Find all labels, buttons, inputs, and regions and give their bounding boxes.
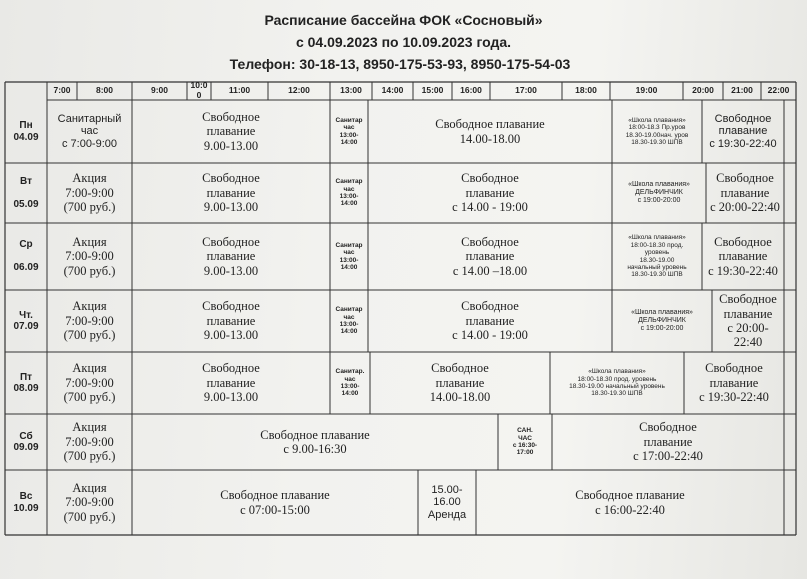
day-label: Сб 09.09 xyxy=(13,430,39,453)
schedule-slot: Акция 7:00-9:00 (700 руб.) xyxy=(63,299,116,343)
schedule-slot: Акция 7:00-9:00 (700 руб.) xyxy=(63,420,116,464)
hour-header: 11:00 xyxy=(228,85,251,96)
schedule-slot: Свободное плавание с 20:00-22:40 xyxy=(710,171,780,215)
day-label: Пн 04.09 xyxy=(13,120,39,143)
schedule-slot: Свободное плавание 9.00-13.00 xyxy=(202,361,260,405)
hour-header: 7:00 xyxy=(53,85,71,96)
schedule-period: с 04.09.2023 по 10.09.2023 года. xyxy=(295,34,512,50)
hour-header: 15:00 xyxy=(421,85,444,96)
schedule-title: Расписание бассейна ФОК «Сосновый» xyxy=(264,12,543,28)
day-label: Пт 08.09 xyxy=(13,371,39,394)
schedule-slot: Санитар. час 13:00- 14:00 xyxy=(335,368,365,398)
day-label: Вс 10.09 xyxy=(13,491,39,514)
schedule-slot: Свободное плавание с 14.00 - 19:00 xyxy=(452,171,528,215)
schedule-slot: Санитар час 13:00- 14:00 xyxy=(335,306,363,336)
day-label: Ср 06.09 xyxy=(13,239,39,274)
schedule-slot: Свободное плавание 9.00-13.00 xyxy=(202,234,260,278)
schedule-slot: Свободное плавание с 19:30-22:40 xyxy=(709,112,777,150)
schedule-slot: Санитар час 13:00- 14:00 xyxy=(335,178,363,208)
hour-header: 22:00 xyxy=(767,85,790,96)
hour-header: 18:00 xyxy=(575,85,597,96)
schedule-phones: Телефон: 30-18-13, 8950-175-53-93, 8950-175-54-03 xyxy=(229,56,571,72)
schedule-slot: «Школа плавания» 18:00-18.30 прод. уровень 18.30-19.00 начальный уровень 18.30-19.30 ШПВ xyxy=(627,234,687,279)
schedule-slot: Свободное плавание с 19:30-22:40 xyxy=(699,361,769,405)
schedule-slot: Свободное плавание с 14.00 –18.00 xyxy=(452,234,528,278)
schedule-slot: Свободное плавание 14.00-18.00 xyxy=(435,117,545,146)
schedule-slot: Свободное плавание с 9.00-16:30 xyxy=(260,427,370,456)
schedule-slot: Акция 7:00-9:00 (700 руб.) xyxy=(63,480,116,524)
schedule-slot: Свободное плавание с 14.00 - 19:00 xyxy=(452,299,528,343)
schedule-slot: «Школа плавания» ДЕЛЬФИНЧИК с 19:00-20:00 xyxy=(628,180,690,205)
schedule-slot: Акция 7:00-9:00 (700 руб.) xyxy=(63,171,116,215)
hour-header: 13:00 xyxy=(340,85,362,96)
hour-header: 12:00 xyxy=(288,85,310,96)
hour-header: 20:00 xyxy=(692,85,714,96)
schedule-slot: Свободное плавание 14.00-18.00 xyxy=(429,361,491,405)
schedule-slot: Санитар час 13:00- 14:00 xyxy=(335,116,363,146)
hour-header: 10:0 0 xyxy=(190,80,208,100)
hour-header: 14:00 xyxy=(381,85,404,96)
schedule-slot: Свободное плавание 9.00-13.00 xyxy=(202,171,260,215)
hour-header: 21:00 xyxy=(731,85,753,96)
schedule-slot: «Школа плавания» ДЕЛЬФИНЧИК с 19:00-20:00 xyxy=(631,308,693,333)
hour-header: 8:00 xyxy=(95,85,113,96)
hour-header: 17:00 xyxy=(515,85,537,96)
schedule-slot: Свободное плавание 9.00-13.00 xyxy=(202,299,260,343)
day-label: Чт. 07.09 xyxy=(13,309,39,332)
day-label: Вт 05.09 xyxy=(13,175,39,210)
schedule-slot: Свободное плавание 9.00-13.00 xyxy=(202,109,260,153)
schedule-slot: Санитар час 13:00- 14:00 xyxy=(335,241,363,271)
schedule-slot: 15.00- 16.00 Аренда xyxy=(427,483,467,521)
schedule-slot: «Школа плавания» 18:00-18.3 Пр.уров 18.30-19.00нач. уров 18.30-19.30 ШПВ xyxy=(625,116,689,146)
schedule-slot: «Школа плавания» 18:00-18.30 прод. уровень 18.30-19.00 начальный уровень 18.30-19.30 ШПВ xyxy=(569,368,665,398)
hour-header: 19:00 xyxy=(635,85,658,96)
hour-header: 9:00 xyxy=(150,85,168,96)
schedule-slot: Свободное плавание с 16:00-22:40 xyxy=(575,488,685,517)
schedule-slot: Свободное плавание с 07:00-15:00 xyxy=(220,488,330,517)
schedule-slot: Акция 7:00-9:00 (700 руб.) xyxy=(63,361,116,405)
schedule-slot: Свободное плавание с 17:00-22:40 xyxy=(633,420,703,464)
schedule-slot: Санитарный час с 7:00-9:00 xyxy=(57,112,122,150)
hour-header: 16:00 xyxy=(460,85,482,96)
schedule-slot: САН. ЧАС с 16:30- 17:00 xyxy=(512,427,538,457)
schedule-slot: Акция 7:00-9:00 (700 руб.) xyxy=(63,234,116,278)
schedule-slot: Свободное плавание с 20:00- 22:40 xyxy=(719,292,777,350)
schedule-slot: Свободное плавание с 19:30-22:40 xyxy=(708,234,778,278)
